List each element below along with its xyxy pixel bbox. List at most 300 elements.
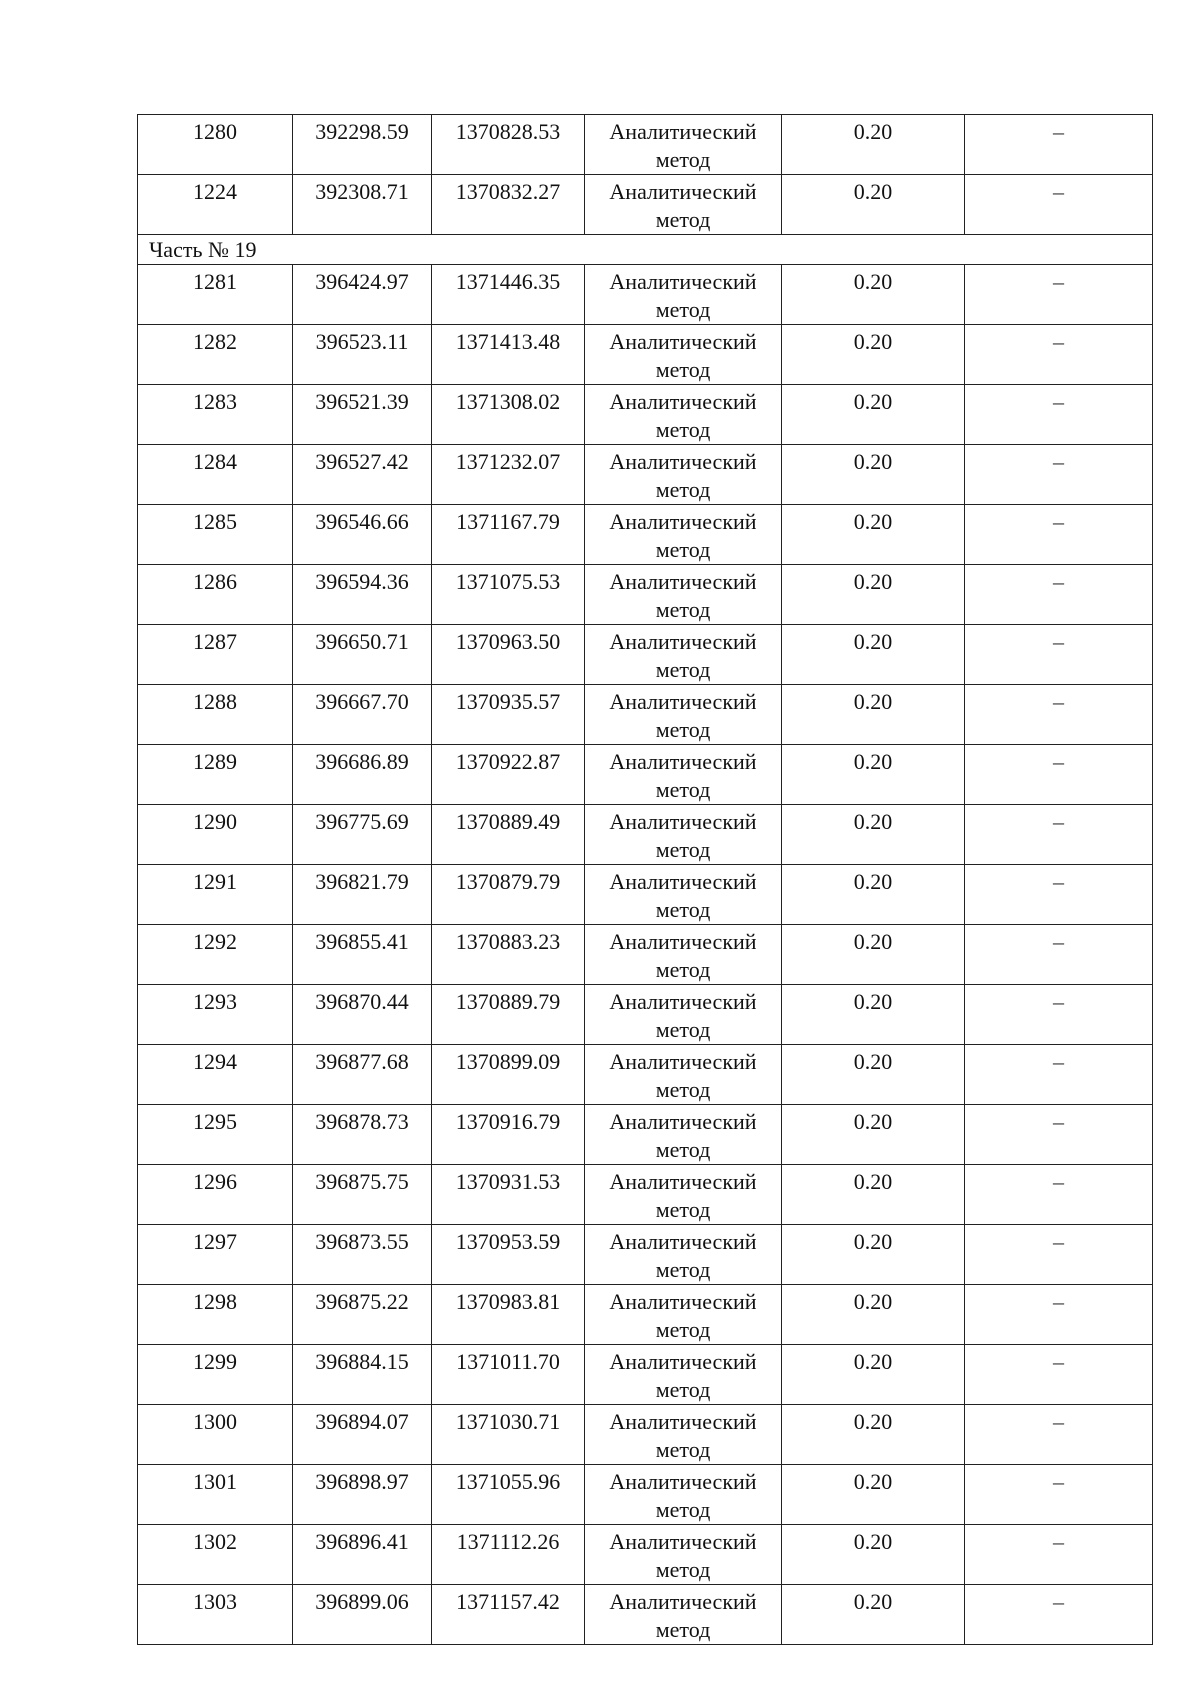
accuracy-cell: [782, 445, 965, 505]
table-row: [138, 265, 1153, 325]
method-cell: [585, 1105, 782, 1165]
accuracy-cell: [782, 1285, 965, 1345]
y-coordinate-value: 1370889.79: [455, 989, 561, 1014]
note-cell: [965, 685, 1153, 745]
note-value: –: [1053, 929, 1064, 954]
accuracy-value: 0.20: [853, 1049, 893, 1074]
y-coordinate-cell: [432, 625, 585, 685]
accuracy-cell: [782, 325, 965, 385]
method-value: Аналитический метод: [609, 869, 757, 922]
x-coordinate-cell: [293, 325, 432, 385]
x-coordinate-value: 396875.22: [315, 1289, 409, 1314]
x-coordinate-cell: [293, 505, 432, 565]
y-coordinate-value: 1371446.35: [455, 269, 561, 294]
accuracy-cell: [782, 565, 965, 625]
point-number-cell: [138, 985, 293, 1045]
accuracy-value: 0.20: [853, 1589, 893, 1614]
note-value: –: [1053, 1109, 1064, 1134]
note-value: –: [1053, 989, 1064, 1014]
y-coordinate-cell: [432, 385, 585, 445]
x-coordinate-value: 396884.15: [315, 1349, 409, 1374]
point-number-cell: [138, 1225, 293, 1285]
method-cell: [585, 805, 782, 865]
point-number-value: 1282: [193, 329, 237, 354]
y-coordinate-value: 1370916.79: [455, 1109, 561, 1134]
point-number-value: 1287: [193, 629, 237, 654]
method-value: Аналитический метод: [609, 1469, 757, 1522]
note-cell: [965, 925, 1153, 985]
point-number-value: 1296: [193, 1169, 237, 1194]
method-cell: [585, 265, 782, 325]
x-coordinate-cell: [293, 1285, 432, 1345]
note-value: –: [1053, 1589, 1064, 1614]
note-value: –: [1053, 1229, 1064, 1254]
method-value: Аналитический метод: [609, 1049, 757, 1102]
x-coordinate-value: 396875.75: [315, 1169, 409, 1194]
method-value: Аналитический метод: [609, 929, 757, 982]
point-number-cell: [138, 1045, 293, 1105]
point-number-cell: [138, 325, 293, 385]
y-coordinate-cell: [432, 265, 585, 325]
method-cell: [585, 925, 782, 985]
y-coordinate-cell: [432, 325, 585, 385]
accuracy-cell: [782, 385, 965, 445]
x-coordinate-value: 396870.44: [315, 989, 409, 1014]
table-row: [138, 1585, 1153, 1645]
y-coordinate-cell: [432, 865, 585, 925]
y-coordinate-cell: [432, 1285, 585, 1345]
note-cell: [965, 565, 1153, 625]
table-row: [138, 505, 1153, 565]
point-number-value: 1295: [193, 1109, 237, 1134]
accuracy-value: 0.20: [853, 1529, 893, 1554]
accuracy-cell: [782, 1105, 965, 1165]
y-coordinate-cell: [432, 745, 585, 805]
note-value: –: [1053, 329, 1064, 354]
accuracy-value: 0.20: [853, 269, 893, 294]
point-number-cell: [138, 745, 293, 805]
table-row: [138, 115, 1153, 175]
note-value: –: [1053, 629, 1064, 654]
note-cell: [965, 1105, 1153, 1165]
note-cell: [965, 865, 1153, 925]
x-coordinate-cell: [293, 445, 432, 505]
accuracy-value: 0.20: [853, 869, 893, 894]
table-row: [138, 745, 1153, 805]
note-value: –: [1053, 1409, 1064, 1434]
table-row: [138, 925, 1153, 985]
x-coordinate-cell: [293, 1525, 432, 1585]
accuracy-value: 0.20: [853, 1109, 893, 1134]
point-number-value: 1288: [193, 689, 237, 714]
x-coordinate-cell: [293, 985, 432, 1045]
accuracy-cell: [782, 1525, 965, 1585]
accuracy-cell: [782, 685, 965, 745]
accuracy-value: 0.20: [853, 809, 893, 834]
accuracy-cell: [782, 1165, 965, 1225]
y-coordinate-cell: [432, 1225, 585, 1285]
accuracy-cell: [782, 745, 965, 805]
y-coordinate-value: 1370899.09: [455, 1049, 561, 1074]
note-value: –: [1053, 1289, 1064, 1314]
note-value: –: [1053, 569, 1064, 594]
y-coordinate-value: 1370983.81: [455, 1289, 561, 1314]
table-row: [138, 175, 1153, 235]
method-value: Аналитический метод: [609, 689, 757, 742]
point-number-value: 1280: [193, 119, 237, 144]
note-cell: [965, 445, 1153, 505]
point-number-value: 1281: [193, 269, 237, 294]
method-value: Аналитический метод: [609, 1529, 757, 1582]
method-cell: [585, 115, 782, 175]
point-number-value: 1285: [193, 509, 237, 534]
point-number-value: 1286: [193, 569, 237, 594]
x-coordinate-value: 396878.73: [315, 1109, 409, 1134]
y-coordinate-cell: [432, 685, 585, 745]
note-value: –: [1053, 809, 1064, 834]
note-cell: [965, 745, 1153, 805]
method-cell: [585, 505, 782, 565]
note-cell: [965, 1585, 1153, 1645]
table-row: [138, 1405, 1153, 1465]
y-coordinate-value: 1370879.79: [455, 869, 561, 894]
point-number-cell: [138, 1105, 293, 1165]
y-coordinate-value: 1371167.79: [456, 509, 560, 534]
method-cell: [585, 1345, 782, 1405]
x-coordinate-value: 396855.41: [315, 929, 409, 954]
accuracy-cell: [782, 1045, 965, 1105]
x-coordinate-cell: [293, 1345, 432, 1405]
method-value: Аналитический метод: [609, 1289, 757, 1342]
x-coordinate-cell: [293, 1105, 432, 1165]
method-cell: [585, 445, 782, 505]
note-value: –: [1053, 1049, 1064, 1074]
method-cell: [585, 325, 782, 385]
method-value: Аналитический метод: [609, 1229, 757, 1282]
x-coordinate-cell: [293, 1225, 432, 1285]
method-cell: [585, 1165, 782, 1225]
note-cell: [965, 325, 1153, 385]
table-row: [138, 1165, 1153, 1225]
point-number-value: 1289: [193, 749, 237, 774]
note-cell: [965, 385, 1153, 445]
accuracy-cell: [782, 1465, 965, 1525]
y-coordinate-value: 1370883.23: [455, 929, 561, 954]
accuracy-value: 0.20: [853, 329, 893, 354]
y-coordinate-cell: [432, 1465, 585, 1525]
accuracy-value: 0.20: [853, 449, 893, 474]
method-cell: [585, 625, 782, 685]
x-coordinate-cell: [293, 865, 432, 925]
y-coordinate-value: 1371055.96: [455, 1469, 561, 1494]
method-value: Аналитический метод: [609, 119, 757, 172]
accuracy-value: 0.20: [853, 929, 893, 954]
y-coordinate-value: 1370953.59: [455, 1229, 561, 1254]
accuracy-value: 0.20: [853, 389, 893, 414]
point-number-value: 1302: [193, 1529, 237, 1554]
x-coordinate-value: 396894.07: [315, 1409, 409, 1434]
point-number-cell: [138, 1525, 293, 1585]
note-value: –: [1053, 689, 1064, 714]
x-coordinate-value: 396821.79: [315, 869, 409, 894]
accuracy-cell: [782, 865, 965, 925]
x-coordinate-cell: [293, 175, 432, 235]
note-cell: [965, 985, 1153, 1045]
note-cell: [965, 1405, 1153, 1465]
note-value: –: [1053, 1469, 1064, 1494]
x-coordinate-value: 396899.06: [315, 1589, 409, 1614]
point-number-cell: [138, 565, 293, 625]
note-cell: [965, 805, 1153, 865]
method-cell: [585, 1285, 782, 1345]
method-value: Аналитический метод: [609, 989, 757, 1042]
y-coordinate-cell: [432, 805, 585, 865]
point-number-value: 1298: [193, 1289, 237, 1314]
y-coordinate-value: 1370931.53: [455, 1169, 561, 1194]
point-number-value: 1297: [193, 1229, 237, 1254]
y-coordinate-cell: [432, 175, 585, 235]
point-number-value: 1294: [193, 1049, 237, 1074]
accuracy-cell: [782, 1585, 965, 1645]
x-coordinate-cell: [293, 1165, 432, 1225]
x-coordinate-value: 396873.55: [315, 1229, 409, 1254]
x-coordinate-value: 396877.68: [315, 1049, 409, 1074]
y-coordinate-value: 1370889.49: [455, 809, 561, 834]
x-coordinate-value: 396667.70: [315, 689, 409, 714]
method-cell: [585, 1525, 782, 1585]
point-number-cell: [138, 865, 293, 925]
table-row: [138, 1525, 1153, 1585]
method-cell: [585, 1405, 782, 1465]
y-coordinate-value: 1370922.87: [455, 749, 561, 774]
accuracy-value: 0.20: [853, 1169, 893, 1194]
note-value: –: [1053, 449, 1064, 474]
method-cell: [585, 685, 782, 745]
method-cell: [585, 1465, 782, 1525]
x-coordinate-cell: [293, 625, 432, 685]
x-coordinate-value: 396521.39: [315, 389, 409, 414]
coordinates-table-body: [138, 115, 1153, 1645]
note-value: –: [1053, 1349, 1064, 1374]
method-cell: [585, 745, 782, 805]
accuracy-value: 0.20: [853, 179, 893, 204]
method-value: Аналитический метод: [609, 809, 757, 862]
accuracy-value: 0.20: [853, 119, 893, 144]
note-value: –: [1053, 1169, 1064, 1194]
method-cell: [585, 175, 782, 235]
accuracy-cell: [782, 925, 965, 985]
accuracy-value: 0.20: [853, 629, 893, 654]
x-coordinate-value: 392298.59: [315, 119, 409, 144]
table-row: [138, 685, 1153, 745]
x-coordinate-cell: [293, 805, 432, 865]
method-cell: [585, 565, 782, 625]
x-coordinate-cell: [293, 685, 432, 745]
point-number-cell: [138, 1165, 293, 1225]
y-coordinate-cell: [432, 1105, 585, 1165]
accuracy-cell: [782, 625, 965, 685]
note-cell: [965, 1285, 1153, 1345]
method-cell: [585, 1585, 782, 1645]
y-coordinate-value: 1371157.42: [456, 1589, 560, 1614]
point-number-cell: [138, 1285, 293, 1345]
table-row: [138, 805, 1153, 865]
table-row: [138, 1105, 1153, 1165]
y-coordinate-value: 1370963.50: [455, 629, 561, 654]
accuracy-value: 0.20: [853, 509, 893, 534]
y-coordinate-cell: [432, 565, 585, 625]
table-row: [138, 565, 1153, 625]
y-coordinate-cell: [432, 1585, 585, 1645]
point-number-value: 1303: [193, 1589, 237, 1614]
y-coordinate-value: 1370828.53: [455, 119, 561, 144]
x-coordinate-value: 396686.89: [315, 749, 409, 774]
x-coordinate-value: 396898.97: [315, 1469, 409, 1494]
x-coordinate-value: 396546.66: [315, 509, 409, 534]
accuracy-cell: [782, 505, 965, 565]
point-number-cell: [138, 505, 293, 565]
point-number-cell: [138, 925, 293, 985]
y-coordinate-cell: [432, 925, 585, 985]
method-value: Аналитический метод: [609, 329, 757, 382]
note-value: –: [1053, 179, 1064, 204]
point-number-value: 1299: [193, 1349, 237, 1374]
section-header-row: [138, 235, 1153, 265]
y-coordinate-value: 1370832.27: [455, 179, 561, 204]
note-cell: [965, 1345, 1153, 1405]
accuracy-value: 0.20: [853, 1349, 893, 1374]
y-coordinate-value: 1371112.26: [456, 1529, 560, 1554]
y-coordinate-value: 1370935.57: [455, 689, 561, 714]
y-coordinate-cell: [432, 1165, 585, 1225]
section-header-cell: [138, 235, 1153, 265]
method-value: Аналитический метод: [609, 1409, 757, 1462]
note-cell: [965, 505, 1153, 565]
y-coordinate-cell: [432, 1045, 585, 1105]
method-cell: [585, 985, 782, 1045]
table-row: [138, 1225, 1153, 1285]
note-cell: [965, 1525, 1153, 1585]
y-coordinate-cell: [432, 505, 585, 565]
y-coordinate-value: 1371075.53: [455, 569, 561, 594]
point-number-value: 1293: [193, 989, 237, 1014]
method-value: Аналитический метод: [609, 629, 757, 682]
x-coordinate-value: 396424.97: [315, 269, 409, 294]
x-coordinate-cell: [293, 265, 432, 325]
x-coordinate-cell: [293, 1585, 432, 1645]
note-cell: [965, 115, 1153, 175]
method-value: Аналитический метод: [609, 509, 757, 562]
accuracy-value: 0.20: [853, 1229, 893, 1254]
method-value: Аналитический метод: [609, 1349, 757, 1402]
y-coordinate-cell: [432, 115, 585, 175]
point-number-cell: [138, 1345, 293, 1405]
point-number-value: 1290: [193, 809, 237, 834]
note-value: –: [1053, 119, 1064, 144]
note-cell: [965, 1165, 1153, 1225]
x-coordinate-cell: [293, 925, 432, 985]
table-row: [138, 1465, 1153, 1525]
point-number-cell: [138, 175, 293, 235]
x-coordinate-value: 396650.71: [315, 629, 409, 654]
point-number-value: 1292: [193, 929, 237, 954]
point-number-cell: [138, 625, 293, 685]
method-cell: [585, 865, 782, 925]
y-coordinate-value: 1371030.71: [455, 1409, 561, 1434]
note-cell: [965, 265, 1153, 325]
section-label: Часть № 19: [149, 237, 257, 262]
accuracy-value: 0.20: [853, 689, 893, 714]
table-row: [138, 1045, 1153, 1105]
point-number-value: 1301: [193, 1469, 237, 1494]
accuracy-cell: [782, 1225, 965, 1285]
y-coordinate-value: 1371232.07: [455, 449, 561, 474]
point-number-value: 1291: [193, 869, 237, 894]
y-coordinate-value: 1371011.70: [456, 1349, 560, 1374]
accuracy-value: 0.20: [853, 1469, 893, 1494]
x-coordinate-cell: [293, 1045, 432, 1105]
accuracy-cell: [782, 175, 965, 235]
point-number-cell: [138, 1465, 293, 1525]
accuracy-value: 0.20: [853, 749, 893, 774]
x-coordinate-cell: [293, 115, 432, 175]
y-coordinate-cell: [432, 1345, 585, 1405]
accuracy-value: 0.20: [853, 1409, 893, 1434]
note-cell: [965, 175, 1153, 235]
accuracy-value: 0.20: [853, 569, 893, 594]
x-coordinate-cell: [293, 385, 432, 445]
accuracy-cell: [782, 1345, 965, 1405]
note-value: –: [1053, 1529, 1064, 1554]
method-value: Аналитический метод: [609, 179, 757, 232]
method-cell: [585, 1045, 782, 1105]
accuracy-cell: [782, 1405, 965, 1465]
table-row: [138, 985, 1153, 1045]
note-value: –: [1053, 749, 1064, 774]
y-coordinate-cell: [432, 1525, 585, 1585]
method-value: Аналитический метод: [609, 749, 757, 802]
point-number-cell: [138, 1405, 293, 1465]
method-value: Аналитический метод: [609, 1169, 757, 1222]
point-number-cell: [138, 385, 293, 445]
accuracy-value: 0.20: [853, 1289, 893, 1314]
note-cell: [965, 1045, 1153, 1105]
table-row: [138, 1345, 1153, 1405]
accuracy-cell: [782, 265, 965, 325]
y-coordinate-cell: [432, 445, 585, 505]
y-coordinate-value: 1371308.02: [455, 389, 561, 414]
x-coordinate-value: 396896.41: [315, 1529, 409, 1554]
note-value: –: [1053, 269, 1064, 294]
table-row: [138, 1285, 1153, 1345]
x-coordinate-cell: [293, 565, 432, 625]
point-number-cell: [138, 445, 293, 505]
x-coordinate-value: 392308.71: [315, 179, 409, 204]
point-number-value: 1300: [193, 1409, 237, 1434]
x-coordinate-value: 396527.42: [315, 449, 409, 474]
x-coordinate-value: 396594.36: [315, 569, 409, 594]
table-row: [138, 385, 1153, 445]
note-value: –: [1053, 509, 1064, 534]
note-value: –: [1053, 869, 1064, 894]
accuracy-cell: [782, 805, 965, 865]
point-number-value: 1284: [193, 449, 237, 474]
accuracy-cell: [782, 115, 965, 175]
accuracy-value: 0.20: [853, 989, 893, 1014]
point-number-cell: [138, 1585, 293, 1645]
note-cell: [965, 1465, 1153, 1525]
method-value: Аналитический метод: [609, 389, 757, 442]
